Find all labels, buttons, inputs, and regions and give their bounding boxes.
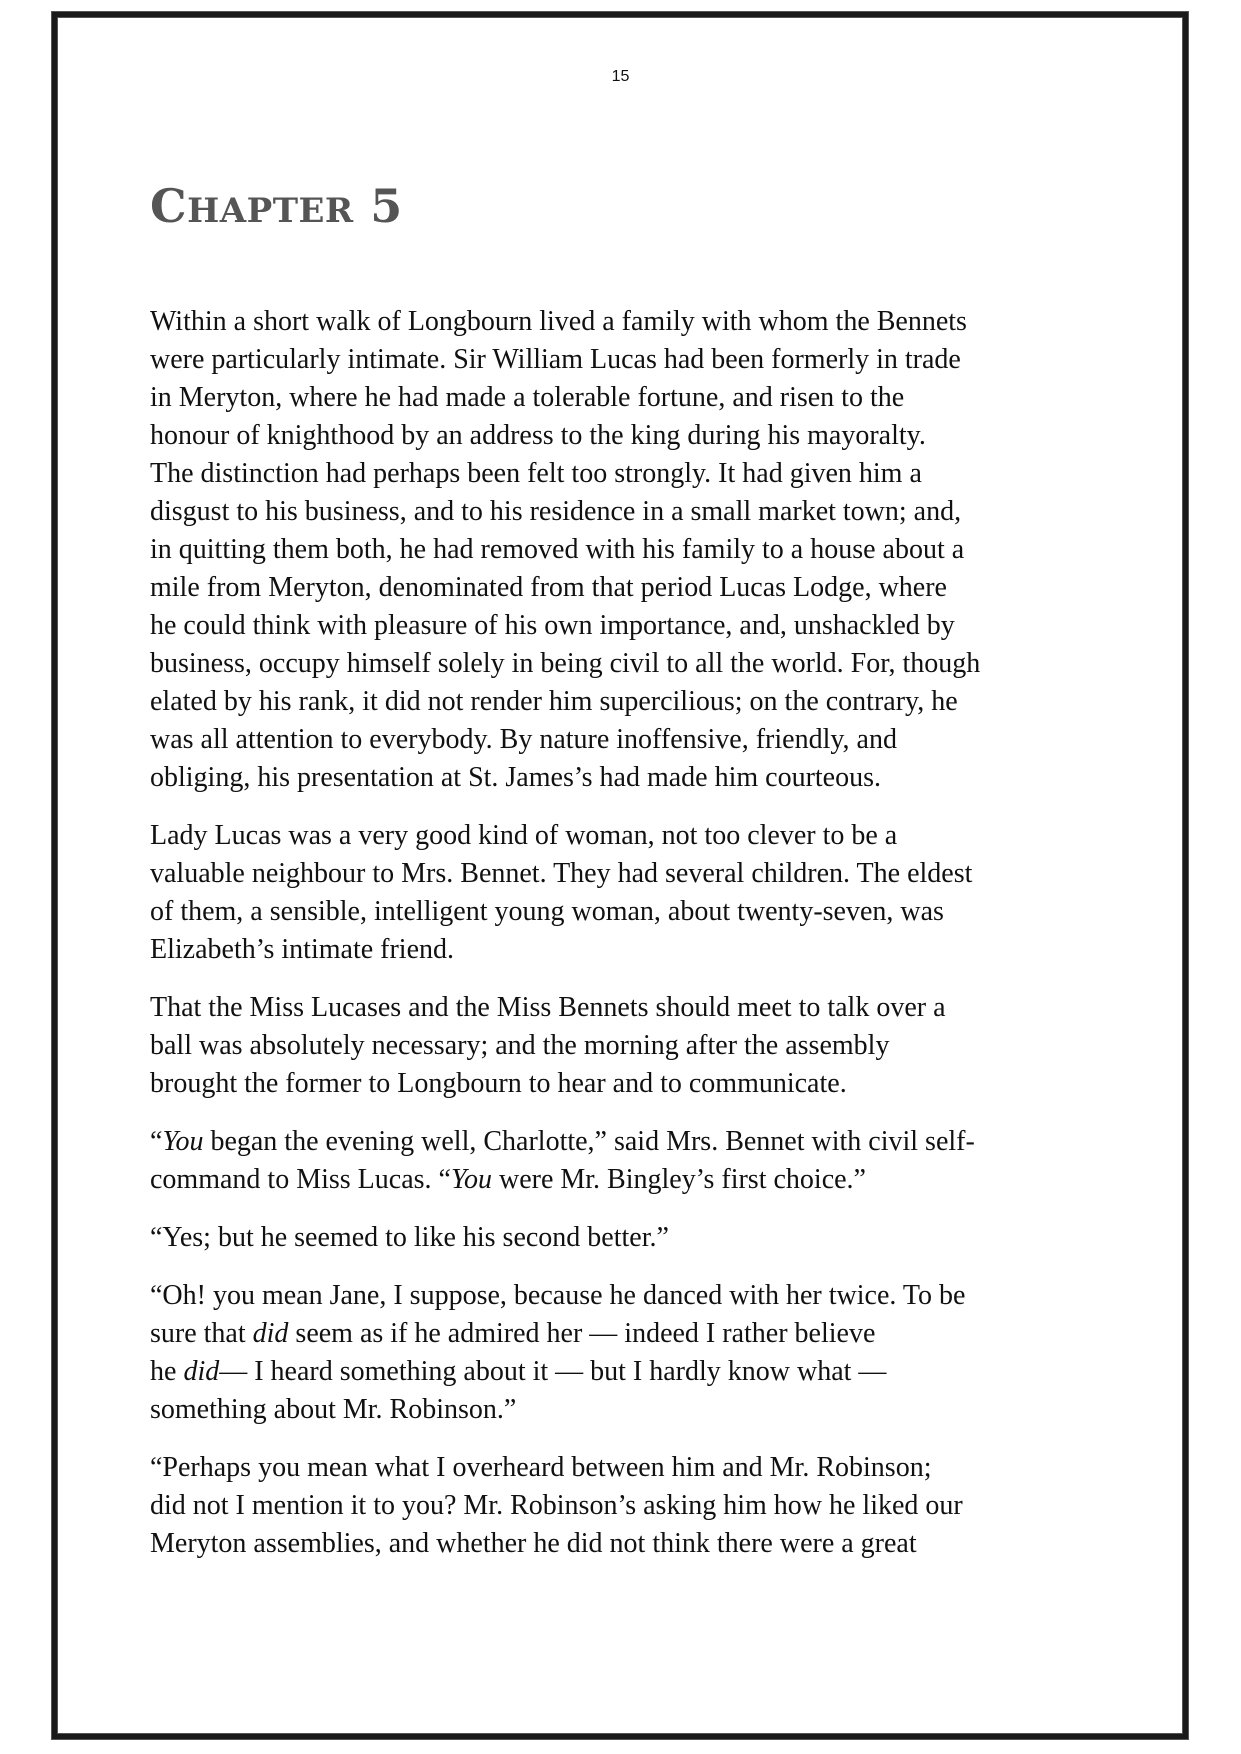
text-line: honour of knighthood by an address to the king during his mayoralty.: [150, 420, 926, 451]
italic-text: You: [450, 1164, 492, 1195]
text-line: business, occupy himself solely in being civil to all the world. For, though: [150, 648, 981, 679]
paragraph: [150, 989, 1100, 1103]
text-line: “Yes; but he seemed to like his second better.”: [150, 1222, 669, 1253]
paragraph: [150, 1123, 1100, 1199]
text-line: brought the former to Longbourn to hear and to communicate.: [150, 1068, 847, 1099]
chapter-body: [150, 303, 1100, 1583]
text-line: valuable neighbour to Mrs. Bennet. They had several children. The eldest: [150, 858, 973, 889]
text-line: of them, a sensible, intelligent young woman, about twenty-seven, was: [150, 896, 944, 927]
text-segment: seem as if he admired her — indeed I rather believe: [288, 1318, 876, 1349]
chapter-title: [150, 179, 403, 233]
text-line: did not I mention it to you? Mr. Robinson’s asking him how he liked our: [150, 1490, 963, 1521]
chapter-title-rest: HAPTER: [187, 191, 354, 231]
text-line: in quitting them both, he had removed with his family to a house about a: [150, 534, 965, 565]
paragraph: [150, 1449, 1100, 1563]
text-line: he could think with pleasure of his own importance, and, unshackled by: [150, 610, 955, 641]
text-segment: “: [150, 1126, 163, 1157]
text-line: was all attention to everybody. By nature inoffensive, friendly, and: [150, 724, 897, 755]
text-line: were particularly intimate. Sir William Lucas had been formerly in trade: [150, 344, 961, 375]
chapter-number: 5: [370, 179, 403, 233]
text-line: Lady Lucas was a very good kind of woman, not too clever to be a: [150, 820, 898, 851]
text-line: Elizabeth’s intimate friend.: [150, 934, 455, 965]
text-segment: command to Miss Lucas. “: [150, 1164, 451, 1195]
italic-text: did: [252, 1318, 289, 1349]
text-line: Within a short walk of Longbourn lived a family with whom the Bennets: [150, 306, 967, 337]
text-segment: were Mr. Bingley’s first choice.”: [491, 1164, 866, 1195]
text-segment: he: [150, 1356, 184, 1387]
text-line: elated by his rank, it did not render him supercilious; on the contrary, he: [150, 686, 958, 717]
text-segment: sure that: [150, 1318, 253, 1349]
text-line: mile from Meryton, denominated from that period Lucas Lodge, where: [150, 572, 947, 603]
text-line: “Oh! you mean Jane, I suppose, because he danced with her twice. To be: [150, 1280, 966, 1311]
text-line: The distinction had perhaps been felt too strongly. It had given him a: [150, 458, 922, 489]
text-line: obliging, his presentation at St. James’s had made him courteous.: [150, 762, 881, 793]
text-segment: began the evening well, Charlotte,” said Mrs. Bennet with civil self-: [203, 1126, 975, 1157]
text-line: in Meryton, where he had made a tolerable fortune, and risen to the: [150, 382, 905, 413]
paragraph: [150, 1277, 1100, 1429]
italic-text: did: [183, 1356, 220, 1387]
paragraph: [150, 303, 1100, 797]
text-segment: — I heard something about it — but I hardly know what —: [219, 1356, 887, 1387]
paragraph: [150, 1219, 1100, 1257]
text-line: disgust to his business, and to his residence in a small market town; and,: [150, 496, 962, 527]
text-line: Meryton assemblies, and whether he did not think there were a great: [150, 1528, 917, 1559]
paragraph: [150, 817, 1100, 969]
text-line: ball was absolutely necessary; and the morning after the assembly: [150, 1030, 890, 1061]
text-line: “Perhaps you mean what I overheard between him and Mr. Robinson;: [150, 1452, 932, 1483]
italic-text: You: [162, 1126, 204, 1157]
text-line: something about Mr. Robinson.”: [150, 1394, 517, 1425]
chapter-title-initial: C: [150, 179, 188, 233]
text-line: That the Miss Lucases and the Miss Bennets should meet to talk over a: [150, 992, 946, 1023]
page-number: 15: [611, 68, 630, 85]
